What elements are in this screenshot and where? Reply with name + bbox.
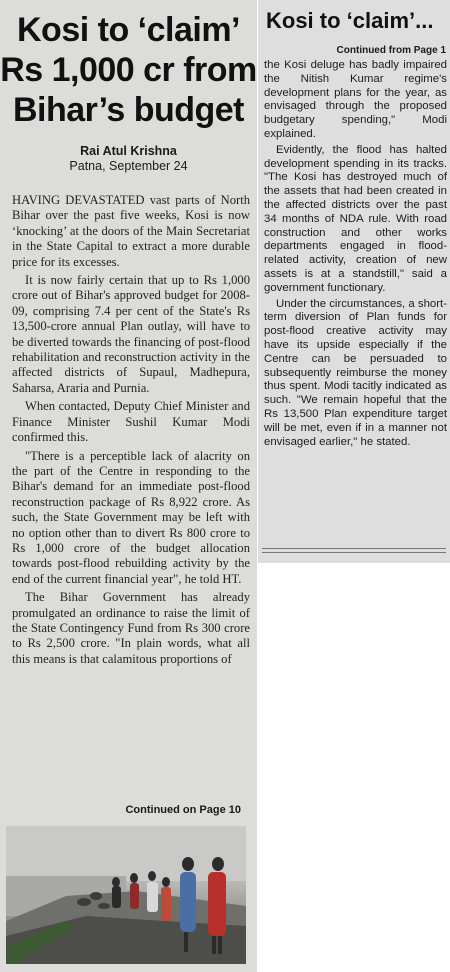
byline <box>0 144 257 174</box>
body-paragraph: The Bihar Government has already promulgated an ordinance to raise the limit of the State Contingency Fund from Rs 300 crore to Rs 2,500 crore. "In plain words, what all this means is that calamitous proportions of <box>12 590 250 666</box>
headline-line-1: Kosi to ‘claim’ <box>17 11 240 49</box>
flood-photo-illustration <box>6 826 246 964</box>
end-rule <box>262 548 446 553</box>
headline-line-3: Bihar’s budget <box>12 91 245 129</box>
continued-from-note: Continued from Page 1 <box>336 45 446 56</box>
body-paragraph: the Kosi deluge has badly impaired the Nitish Kumar regime's development plans for the year, as envisaged through the proposed budgetary spending," Modi explained. <box>264 59 447 140</box>
article-headline <box>0 10 257 130</box>
byline-author: Rai Atul Krishna <box>80 144 177 158</box>
body-paragraph: It is now fairly certain that up to Rs 1,000 crore out of Bihar's approved budget for 2008-09, comprising 7.4 per cent of the State's Rs 13,500-crore annual Plan outlay, will have to be diverted towards the financing of post-flood rehabilitation and reconstruction activity in the affected districts of Supaul, Madhepura, Saharsa, Araria and Purnia. <box>12 273 250 395</box>
headline-line-2: Rs 1,000 cr from <box>0 51 257 89</box>
body-paragraph: "There is a perceptible lack of alacrity on the part of the Centre in responding to the Bihar's demand for an immediate post-flood reconstruction package of Rs 8,922 crore. As such, the State Government may be left with no option other than to divert Rs 800 crore to Rs 1,000 crore of the budget allocation towards post-flood rebuilding activity by the end of the current financial year", he told HT. <box>12 448 250 586</box>
body-paragraph: When contacted, Deputy Chief Minister and Finance Minister Sushil Kumar Modi confirmed this. <box>12 399 250 445</box>
continuation-body <box>264 59 447 451</box>
flood-photo <box>6 826 246 964</box>
byline-dateline: Patna, September 24 <box>69 159 188 173</box>
article-body <box>12 193 250 670</box>
continuation-headline: Kosi to ‘claim’... <box>266 8 434 33</box>
body-paragraph: Evidently, the flood has halted development spending in its tracks. "The Kosi has destroyed much of the assets that had been created in the affected districts over the past 34 months of NDA rule. With road construction and other works departments engaged in flood-related activity, creation of new assets is at a standstill," said a government functionary. <box>264 143 447 294</box>
continued-on-note: Continued on Page 10 <box>125 804 241 816</box>
continuation-clipping <box>258 0 450 563</box>
body-paragraph: HAVING DEVASTATED vast parts of North Bihar over the past five weeks, Kosi is now ‘knocking’ at the doors of the Main Secretariat in the State Capital to extract a more durable price for its excesses. <box>12 193 250 269</box>
body-paragraph: Under the circumstances, a short-term diversion of Plan funds for post-flood creative activity may have its upside especially if the Centre can be persuaded to subsequently reimburse the money thus spent. Modi tacitly indicated as such. "We remain hopeful that the Rs 13,500 Plan expenditure target will be met, even if in a manner not envisaged earlier," he stated. <box>264 297 447 448</box>
